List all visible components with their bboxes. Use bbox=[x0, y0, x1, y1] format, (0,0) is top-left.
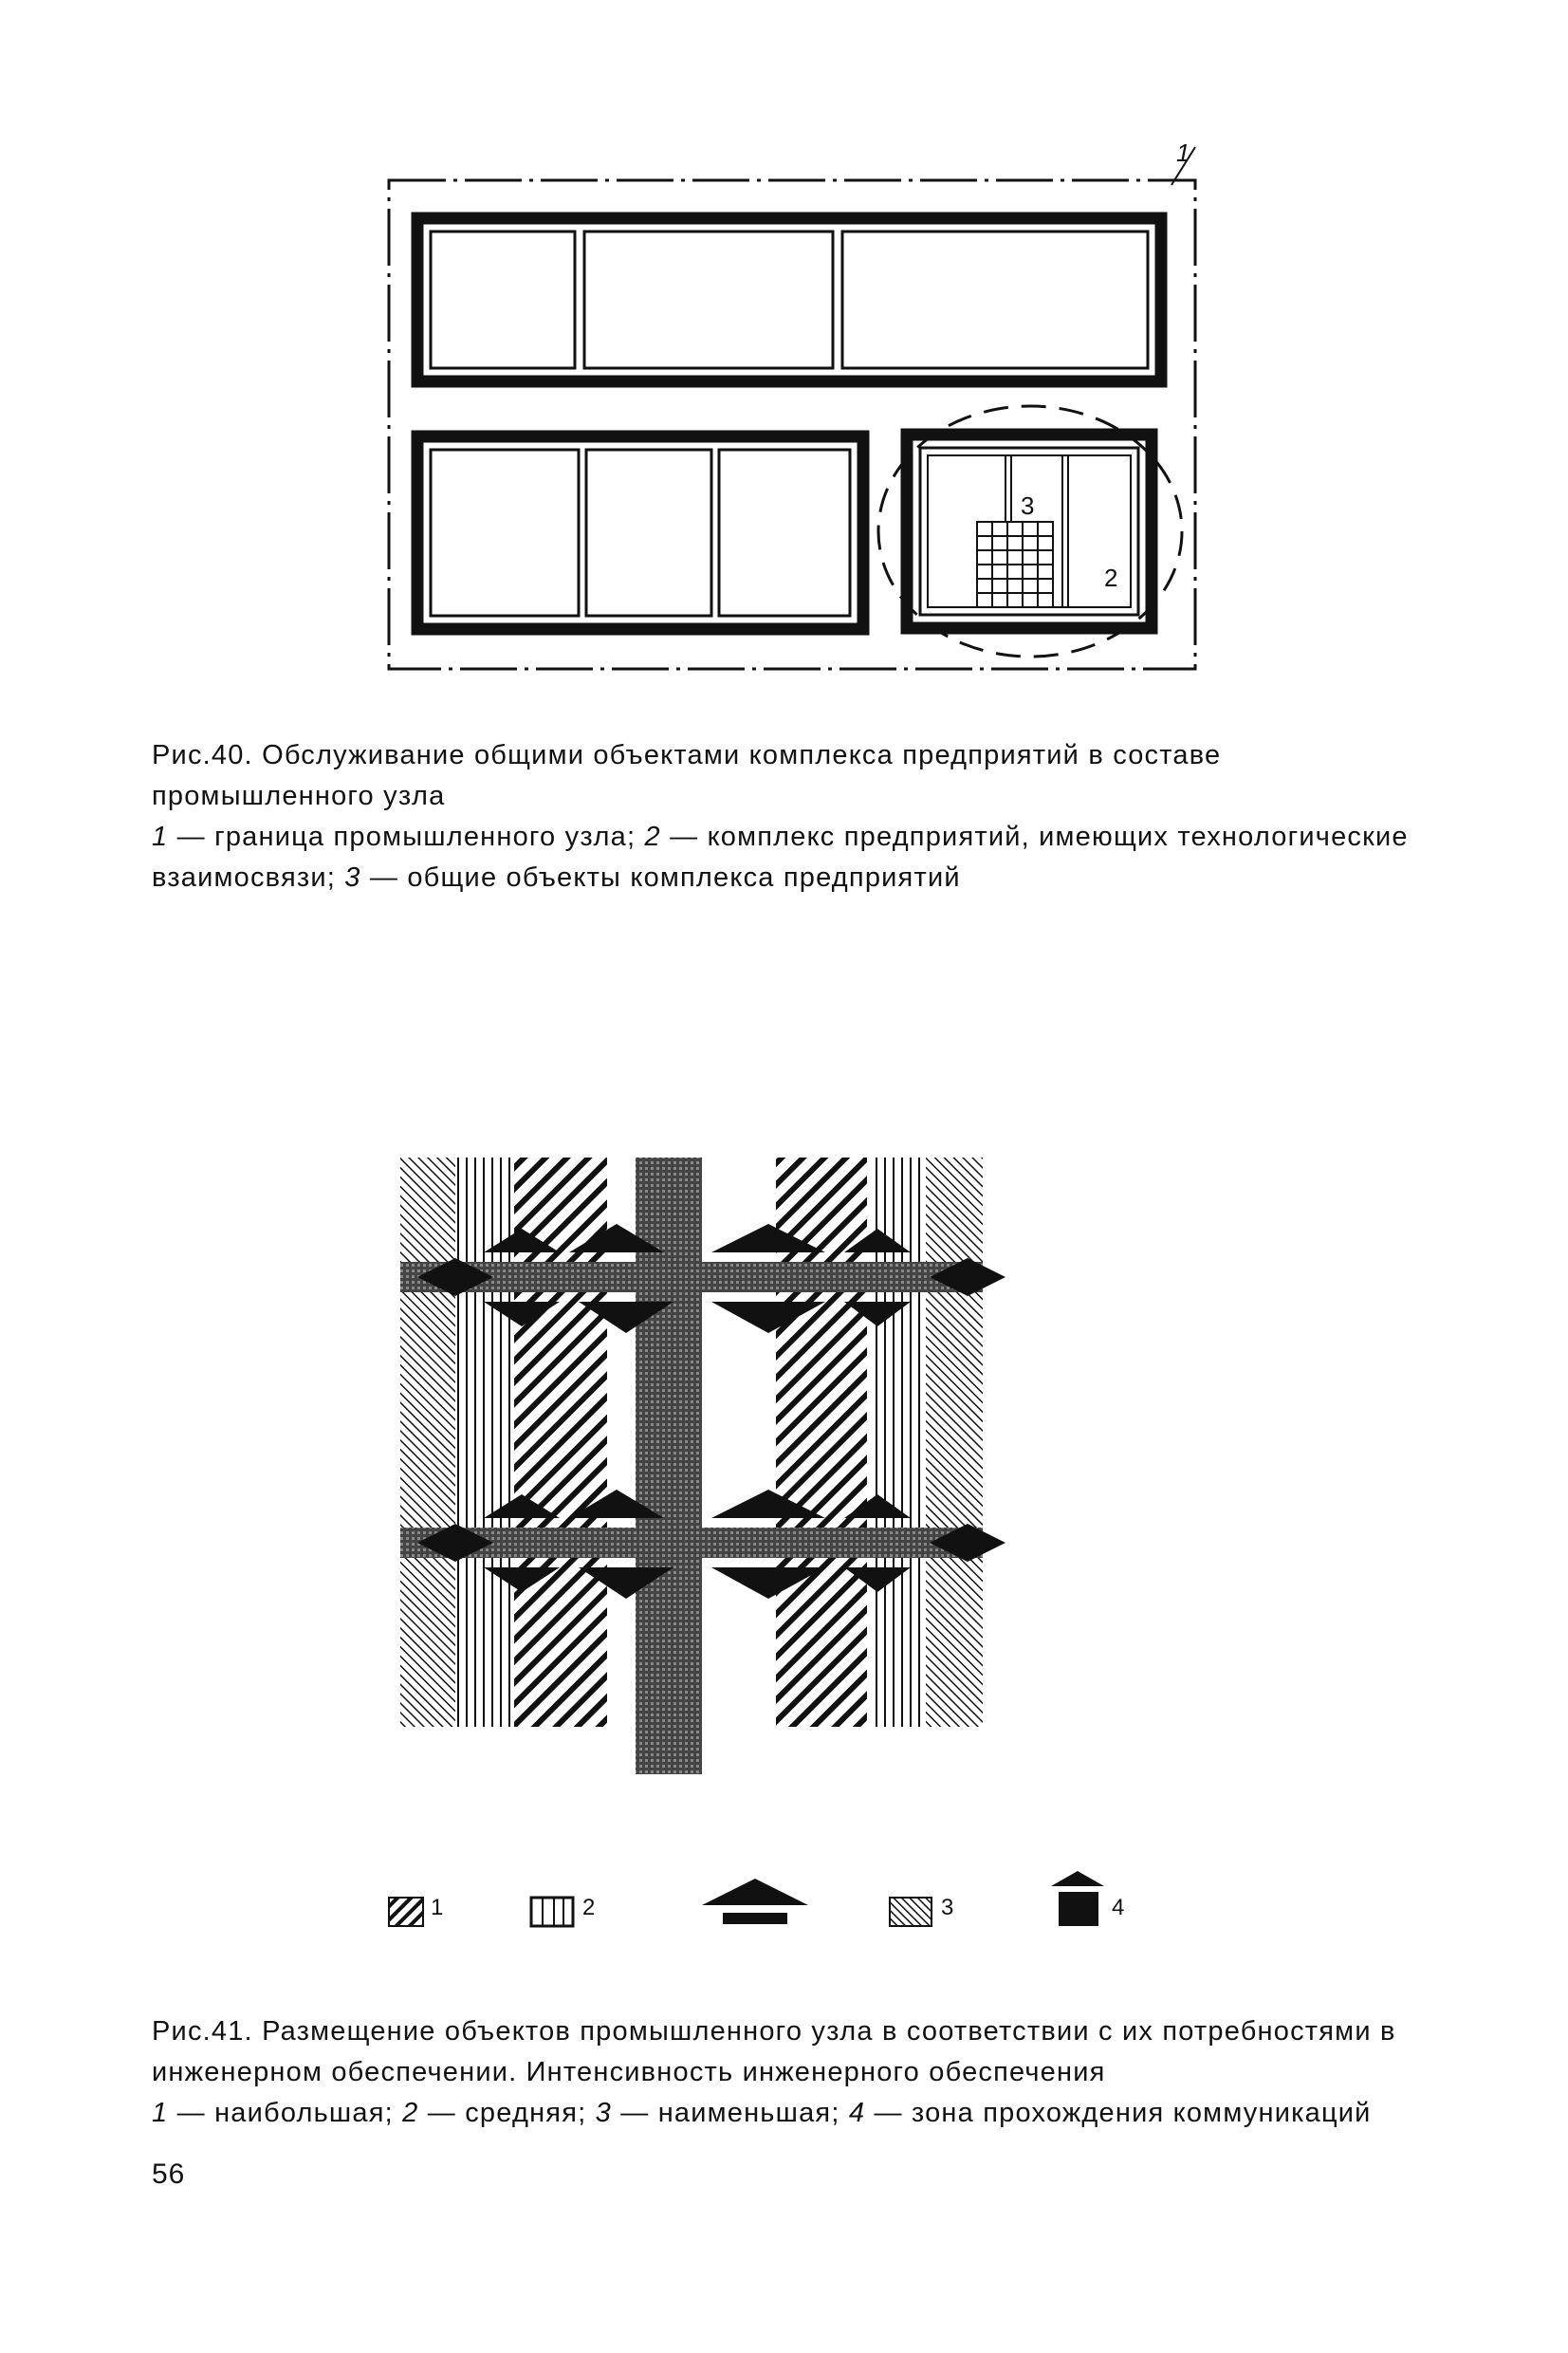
bottom-cell-2 bbox=[586, 450, 711, 616]
figure-41-caption-title: Рис.41. Размещение объектов промышленного узла в соответствии с их потребностями в инженерном обеспечении. Интенсивность инженерного обеспечения bbox=[152, 2016, 1396, 2087]
zone-least-right bbox=[926, 1158, 983, 1727]
fine-hatch-icon bbox=[890, 1895, 953, 1926]
enterprise-complex bbox=[907, 435, 1152, 628]
industrial-node-boundary bbox=[389, 180, 1195, 669]
bottom-left-enterprise-block bbox=[417, 436, 863, 629]
figure-41-diagram bbox=[389, 1139, 1186, 1784]
vertical-stripes-icon bbox=[531, 1895, 595, 1926]
figure-41-legend-symbols bbox=[379, 1860, 1195, 1936]
bottom-cell-3 bbox=[719, 450, 850, 616]
top-cell-1 bbox=[431, 232, 575, 368]
svg-text:2: 2 bbox=[582, 1895, 596, 1920]
page-number: 56 bbox=[152, 2158, 186, 2190]
top-cell-2 bbox=[584, 232, 833, 368]
arrow-triangle-bar-icon bbox=[702, 1879, 808, 1924]
zone-least-left bbox=[400, 1158, 455, 1727]
top-enterprise-block bbox=[417, 218, 1161, 381]
figure-41-caption bbox=[152, 2011, 1432, 2134]
diagonal-hatch-icon bbox=[389, 1895, 443, 1926]
common-objects-grid bbox=[977, 522, 1053, 607]
figure-40-caption bbox=[152, 735, 1432, 899]
svg-text:1: 1 bbox=[431, 1895, 444, 1920]
complex-label: 2 bbox=[1104, 564, 1118, 592]
figure-40-diagram bbox=[379, 133, 1214, 683]
boundary-label: 1 bbox=[1176, 139, 1190, 167]
figure-40-caption-title: Рис.40. Обслуживание общими объектами комплекса предприятий в составе промышленного узла bbox=[152, 740, 1222, 811]
figure-41-legend: 1 — наибольшая; 2 — средняя; 3 — наименьшая; 4 — зона прохождения коммуникаций bbox=[152, 2098, 1372, 2128]
svg-text:3: 3 bbox=[941, 1895, 954, 1920]
bottom-cell-1 bbox=[431, 450, 579, 616]
figure-40-legend: 1 — граница промышленного узла; 2 — комплекс предприятий, имеющих технологические взаимосвязи; 3 — общие объекты комплекса предприятий bbox=[152, 822, 1409, 893]
common-objects-label: 3 bbox=[1021, 491, 1035, 520]
complex-zone-ellipse bbox=[878, 406, 1182, 657]
arrow-triangle-block-icon bbox=[1051, 1871, 1124, 1926]
svg-text:4: 4 bbox=[1112, 1895, 1125, 1920]
top-cell-3 bbox=[842, 232, 1148, 368]
